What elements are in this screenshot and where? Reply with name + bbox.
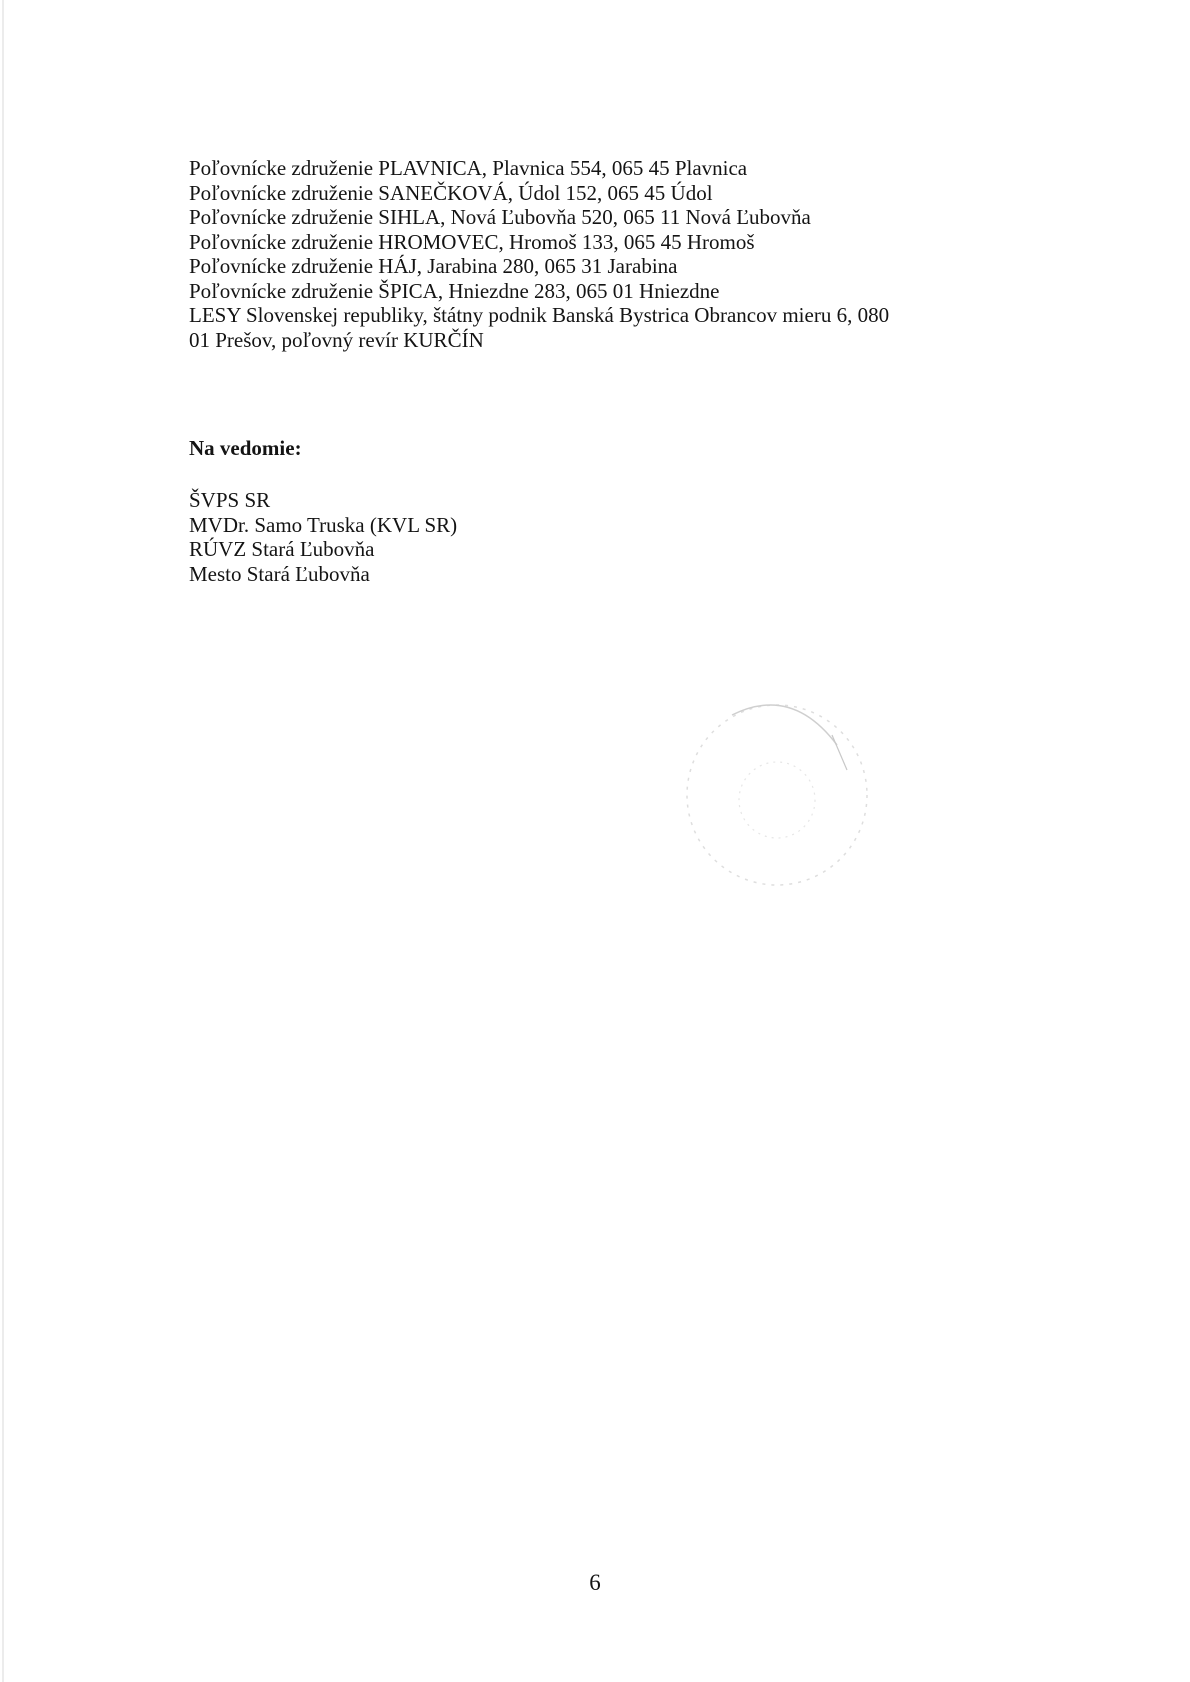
recipient-line: Poľovnícke združenie SIHLA, Nová Ľubovňa 520, 065 11 Nová Ľubovňa [189,205,811,229]
recipient-line: Poľovnícke združenie HÁJ, Jarabina 280, 065 31 Jarabina [189,254,678,278]
cc-heading: Na vedomie: [189,436,302,460]
recipient-line: Poľovnícke združenie ŠPICA, Hniezdne 283, 065 01 Hniezdne [189,278,720,303]
faint-stamp-icon [672,690,882,900]
page-number: 6 [589,1570,601,1595]
recipient-line: Poľovnícke združenie SANEČKOVÁ, Údol 152, 065 45 Údol [189,180,713,205]
scan-edge-shadow [2,0,4,1682]
recipient-line: LESY Slovenskej republiky, štátny podnik Banská Bystrica Obrancov mieru 6, 080 [189,303,890,327]
recipient-line: 01 Prešov, poľovný revír KURČÍN [189,327,484,352]
cc-list [189,488,457,586]
recipient-line: Poľovnícke združenie HROMOVEC, Hromoš 133, 065 45 Hromoš [189,229,755,254]
recipient-list [189,156,1009,352]
cc-item: ŠVPS SR [189,488,271,512]
cc-item: MVDr. Samo Truska (KVL SR) [189,512,458,537]
cc-item: RÚVZ Stará Ľubovňa [189,537,375,561]
cc-item: Mesto Stará Ľubovňa [189,561,370,586]
recipient-line: Poľovnícke združenie PLAVNICA, Plavnica 554, 065 45 Plavnica [189,156,748,180]
